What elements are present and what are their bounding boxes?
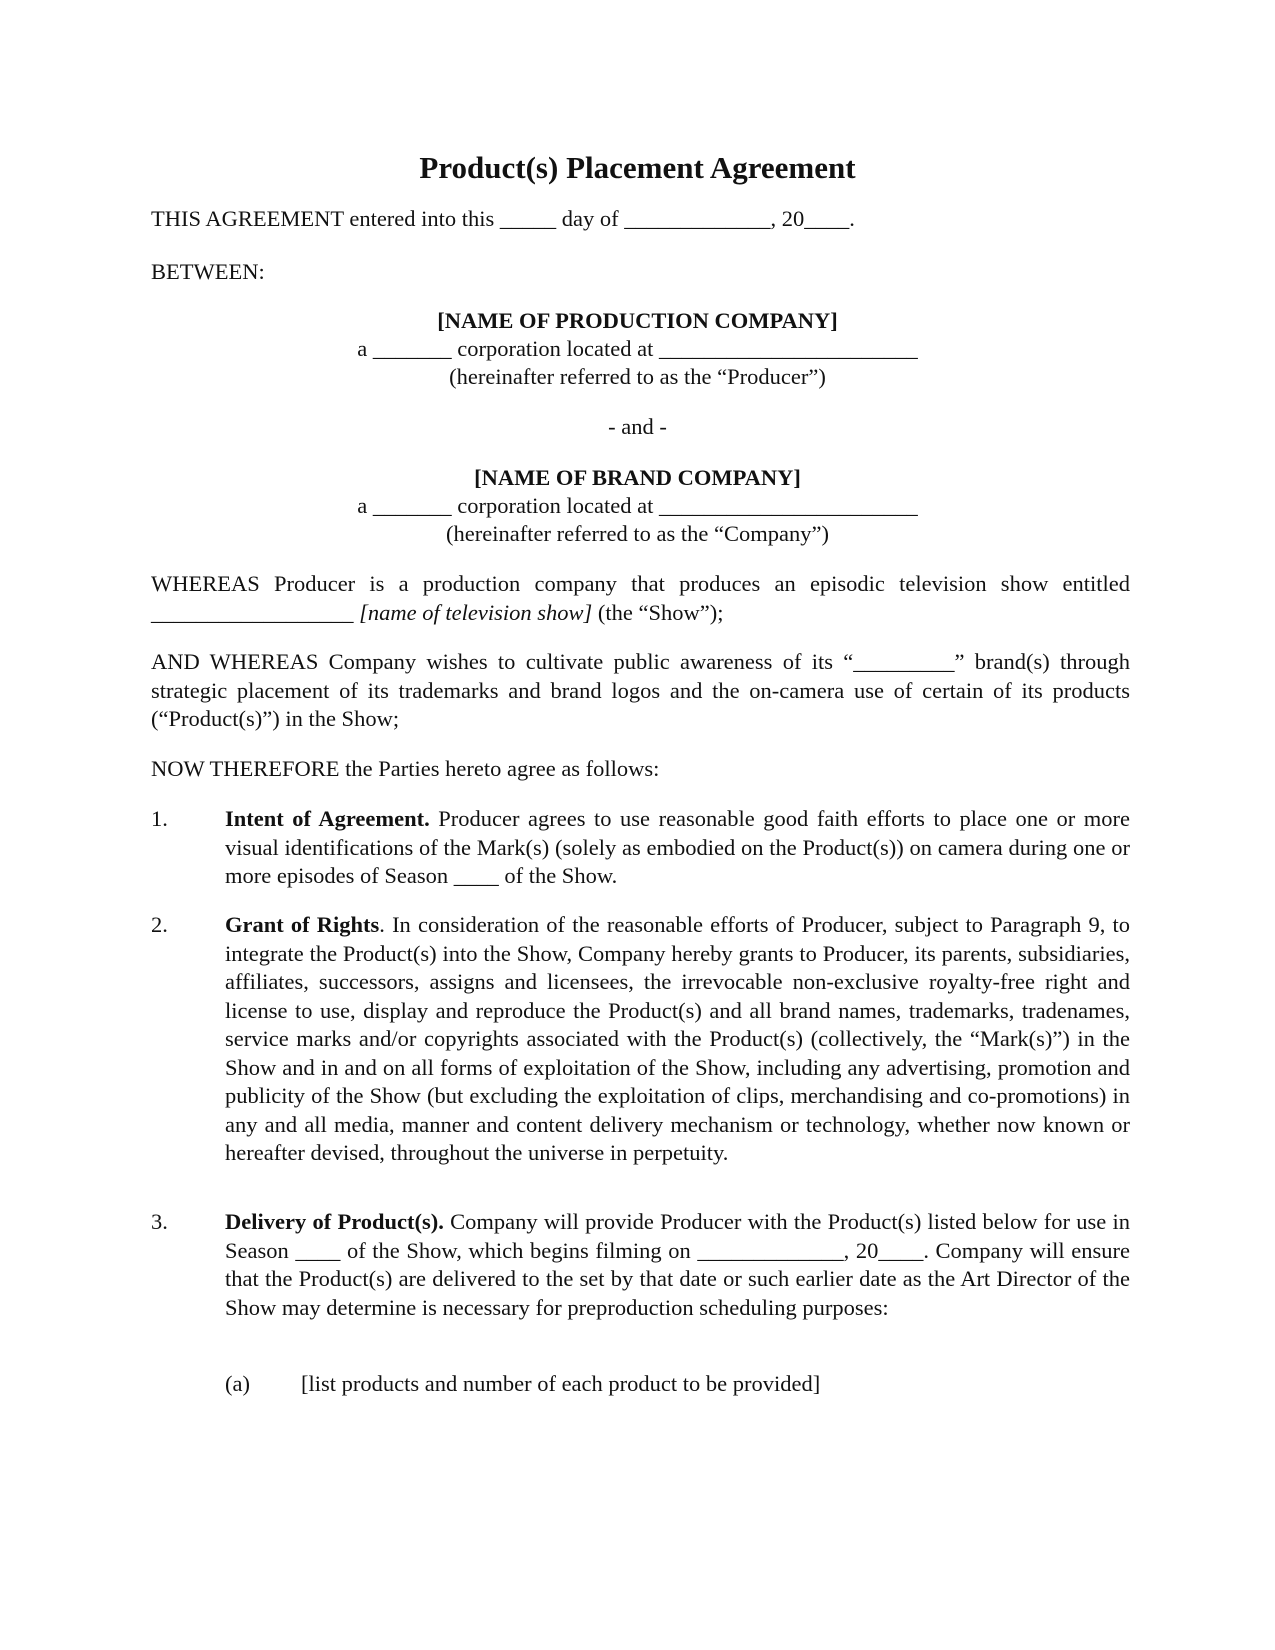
show-name-placeholder: [name of television show]	[359, 599, 593, 625]
between-label: BETWEEN:	[151, 259, 265, 284]
clause-body: . In consideration of the reasonable efforts of Producer, subject to Paragraph 9, to integrate the Product(s) into the Show, Company hereby grants to Producer, its parents, subsidiaries, affiliates, successors, assigns and licensees, the irrevocable non-exclusive royalty-free right and license to use, display and reproduce the Product(s) and all brand names, trademarks, tradenames, service marks and/or copyrights associated with the Product(s) (collectively, the “Mark(s)”) in the Show and in and on all forms of exploitation of the Show, including any advertising, promotion and publicity of the Show (but excluding the exploitation of clips, merchandising and co-promotions) in any and all media, manner and content delivery mechanism or technology, whether now known or hereafter devised, throughout the universe in perpetuity.	[225, 912, 1130, 1165]
company-definition: (hereinafter referred to as the “Company”)	[446, 521, 829, 546]
whereas-company-paragraph: AND WHEREAS Company wishes to cultivate public awareness of its “_________” brand(s) through strategic placement of its trademarks and brand logos and the on-camera use of certain of its products (“Product(s)”) in the Show;	[151, 649, 1130, 731]
clause-grant-of-rights	[225, 911, 1130, 1168]
whereas-producer-text: WHEREAS Producer is a production company that produces an episodic television show entitled __________________	[151, 571, 1130, 625]
brand-company-location: a _______ corporation located at _______________________	[357, 493, 918, 518]
clause-heading: Grant of Rights	[225, 912, 380, 937]
producer-definition: (hereinafter referred to as the “Producer”)	[449, 364, 826, 389]
clause-number: 3.	[151, 1209, 168, 1234]
agreement-date-line: THIS AGREEMENT entered into this _____ day of _____________, 20____.	[151, 206, 855, 231]
production-company-location: a _______ corporation located at _______________________	[357, 336, 918, 361]
clause-delivery-of-products	[225, 1208, 1130, 1322]
clause-number: 1.	[151, 806, 168, 831]
and-separator: - and -	[608, 414, 667, 439]
whereas-producer-text-end: (the “Show”);	[592, 599, 724, 625]
clause-heading: Delivery of Product(s).	[225, 1209, 444, 1234]
subitem-text: [list products and number of each product to be provided]	[301, 1371, 821, 1396]
brand-company-name: [NAME OF BRAND COMPANY]	[474, 465, 801, 490]
now-therefore-line: NOW THEREFORE the Parties hereto agree as follows:	[151, 756, 660, 781]
subitem-label: (a)	[225, 1371, 250, 1396]
production-company-name: [NAME OF PRODUCTION COMPANY]	[437, 308, 838, 333]
whereas-producer-paragraph	[151, 570, 1130, 627]
clause-heading: Intent of Agreement.	[225, 806, 430, 831]
clause-intent-of-agreement	[225, 805, 1130, 891]
clause-body: Producer agrees to use reasonable good faith efforts to place one or more visual identifications of the Mark(s) (solely as embodied on the Product(s)) on camera during one or more episodes of Season ____ of the Show.	[225, 806, 1130, 888]
clause-body: Company will provide Producer with the Product(s) listed below for use in Season ____ of the Show, which begins filming on _____________, 20____. Company will ensure that the Product(s) are delivered to the set by that date or such earlier date as the Art Director of the Show may determine is necessary for preproduction scheduling purposes:	[225, 1209, 1131, 1320]
document-title: Product(s) Placement Agreement	[419, 150, 856, 185]
clause-number: 2.	[151, 912, 168, 937]
